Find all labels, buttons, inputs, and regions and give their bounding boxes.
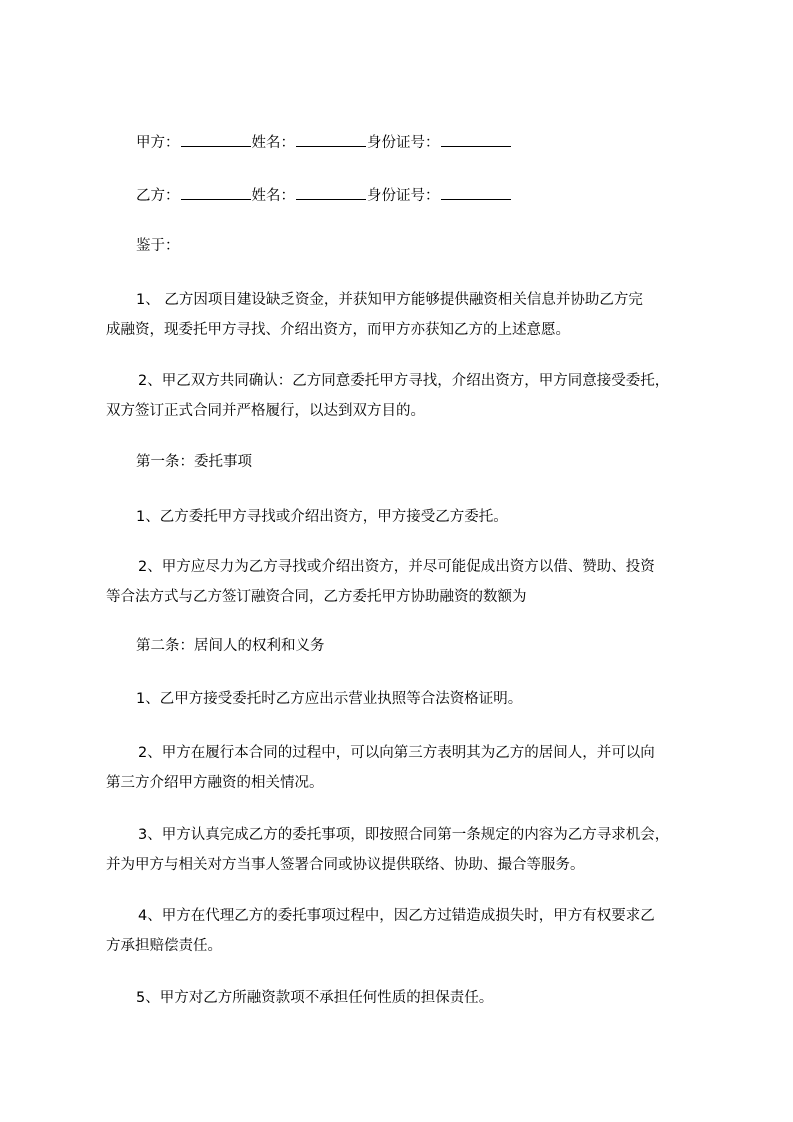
- party-b-label: 乙方：: [136, 188, 180, 204]
- whereas-item-1-line-1: 1、 乙方因项目建设缺乏资金，并获知甲方能够提供融资相关信息并协助乙方完: [136, 292, 643, 308]
- article-1-item-2-line-1: 2、甲方应尽力为乙方寻找或介绍出资方，并尽可能促成出资方以借、赞助、投资: [138, 559, 655, 575]
- article-2-item-4: [106, 901, 710, 961]
- article-2-item-4-line-1: 4、甲方在代理乙方的委托事项过程中，因乙方过错造成损失时，甲方有权要求乙: [138, 908, 655, 924]
- whereas-item-2-line-2: 双方签订正式合同并严格履行，以达到双方目的。: [106, 403, 425, 419]
- party-b-line: [136, 185, 512, 205]
- party-a-name-blank: [296, 132, 366, 147]
- whereas-item-1-line-2: 成融资，现委托甲方寻找、介绍出资方，而甲方亦获知乙方的上述意愿。: [106, 322, 570, 338]
- article-2-item-3: [106, 820, 710, 880]
- article-1-item-1-line-1: 1、乙方委托甲方寻找或介绍出资方，甲方接受乙方委托。: [136, 509, 508, 525]
- party-a-blank: [181, 132, 251, 147]
- party-a-id-blank: [441, 132, 511, 147]
- article-1-item-2-line-2: 等合法方式与乙方签订融资合同，乙方委托甲方协助融资的数额为: [106, 589, 527, 605]
- article-1-item-2: [106, 552, 710, 612]
- party-b-blank: [181, 185, 251, 200]
- party-b-name-blank: [296, 185, 366, 200]
- party-a-name-label: 姓名：: [251, 135, 295, 151]
- whereas-heading: 鉴于：: [136, 238, 180, 254]
- party-a-id-label: 身份证号：: [367, 135, 440, 151]
- article-2-item-3-line-1: 3、甲方认真完成乙方的委托事项，即按照合同第一条规定的内容为乙方寻求机会，: [138, 827, 670, 843]
- article-2-item-2-line-2: 第三方介绍甲方融资的相关情况。: [106, 775, 324, 791]
- whereas-item-1: [106, 285, 710, 345]
- article-2-item-5-line-1: 5、甲方对乙方所融资款项不承担任何性质的担保责任。: [136, 990, 494, 1006]
- article-1-title: 第一条：委托事项: [136, 454, 252, 470]
- party-b-id-label: 身份证号：: [367, 188, 440, 204]
- article-1-item-1: [106, 502, 710, 532]
- whereas-item-2: [106, 366, 710, 426]
- party-a-line: [136, 132, 512, 152]
- party-b-id-blank: [441, 185, 511, 200]
- article-2-item-2-line-1: 2、甲方在履行本合同的过程中，可以向第三方表明其为乙方的居间人，并可以向: [138, 745, 655, 761]
- party-b-name-label: 姓名：: [251, 188, 295, 204]
- article-2-item-5: [106, 983, 710, 1013]
- article-2-item-3-line-2: 并为甲方与相关对方当事人签署合同或协议提供联络、协助、撮合等服务。: [106, 857, 585, 873]
- article-2-item-1: [106, 684, 710, 714]
- article-2-item-4-line-2: 方承担赔偿责任。: [106, 938, 222, 954]
- article-2-item-2: [106, 738, 710, 798]
- article-2-item-1-line-1: 1、乙甲方接受委托时乙方应出示营业执照等合法资格证明。: [136, 691, 523, 707]
- party-a-label: 甲方：: [136, 135, 180, 151]
- article-2-title: 第二条：居间人的权利和义务: [136, 638, 325, 654]
- whereas-item-2-line-1: 2、甲乙双方共同确认：乙方同意委托甲方寻找，介绍出资方，甲方同意接受委托，: [138, 373, 670, 389]
